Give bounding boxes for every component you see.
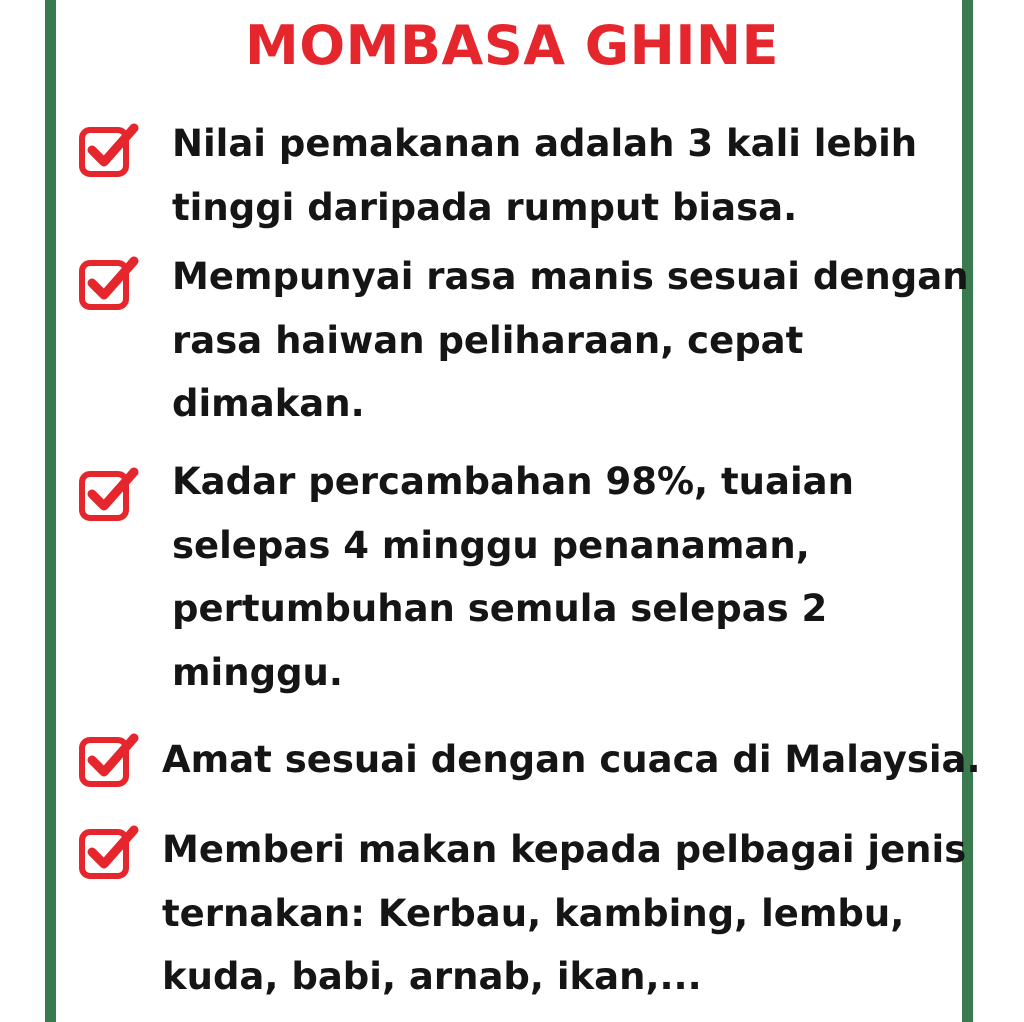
poster-title: MOMBASA GHINE [244, 14, 779, 77]
feature-text-line: rasa haiwan peliharaan, cepat [172, 318, 804, 362]
feature-text [162, 728, 981, 792]
checkbox-checked-icon [78, 730, 140, 792]
feature-text-line: minggu. [172, 650, 343, 694]
feature-text-line: selepas 4 minggu penanaman, [172, 523, 810, 567]
feature-text-line: Nilai pemakanan adalah 3 kali lebih [172, 122, 918, 165]
feature-text-line: pertumbuhan semula selepas 2 [172, 587, 828, 630]
checkbox-checked-icon [78, 464, 140, 526]
feature-text-line: Memberi makan kepada pelbagai jenis [162, 828, 967, 871]
feature-text [162, 818, 966, 1009]
feature-text [172, 450, 854, 704]
feature-text-line: Kadar percambahan 98%, tuaian [172, 460, 854, 503]
feature-text-line: Mempunyai rasa manis sesuai dengan [172, 255, 969, 298]
feature-text-line: kuda, babi, arnab, ikan,... [162, 955, 702, 998]
feature-text-line: ternakan: Kerbau, kambing, lembu, [162, 891, 905, 935]
feature-text [172, 112, 917, 239]
feature-text [172, 245, 969, 436]
checkbox-checked-icon [78, 253, 140, 315]
checkbox-checked-icon [78, 822, 140, 884]
feature-text-line: tinggi daripada rumput biasa. [172, 185, 798, 229]
checkbox-checked-icon [78, 120, 140, 182]
feature-text-line: Amat sesuai dengan cuaca di Malaysia. [162, 738, 981, 781]
frame-left-border [45, 0, 56, 1022]
feature-text-line: dimakan. [172, 382, 365, 425]
